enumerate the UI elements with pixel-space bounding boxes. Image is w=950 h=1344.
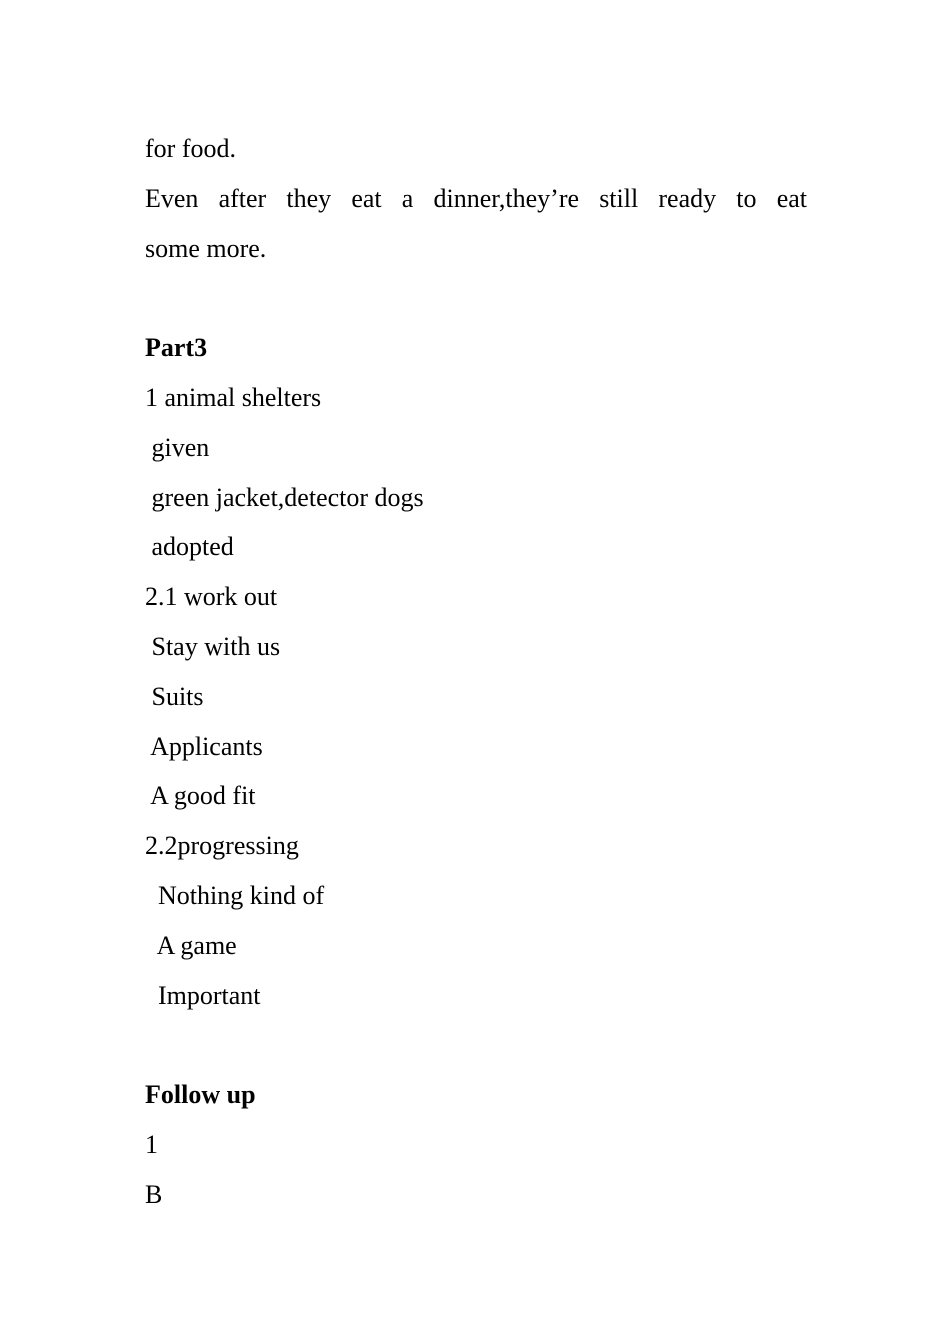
blank-line (145, 273, 807, 323)
answer-item: A game (145, 930, 237, 960)
document-body (145, 124, 807, 1220)
answer-item: Nothing kind of (145, 880, 325, 910)
answer-item: green jacket,detector dogs (145, 482, 424, 512)
section-heading-follow-up: Follow up (145, 1080, 256, 1110)
answer-item: 1 (145, 1129, 158, 1159)
answer-item: 2.2progressing (145, 831, 299, 861)
answer-item: Suits (145, 681, 204, 711)
section-heading-part3: Part3 (145, 333, 208, 363)
answer-item: Important (145, 980, 261, 1010)
answer-item: Stay with us (145, 631, 281, 661)
answer-item: Applicants (145, 731, 263, 761)
paragraph-line-justified: Even after they eat a dinner,they’re still ready to eat (145, 183, 807, 213)
answer-item: 1 animal shelters (145, 382, 322, 412)
paragraph-line: some more. (145, 233, 267, 263)
answer-item: A good fit (145, 781, 256, 811)
answer-item: 2.1 work out (145, 582, 278, 612)
answer-item: adopted (145, 532, 234, 562)
paragraph-line: for food. (145, 134, 236, 163)
answer-item: B (145, 1179, 163, 1209)
blank-line (145, 1020, 807, 1070)
answer-item: given (145, 432, 210, 462)
